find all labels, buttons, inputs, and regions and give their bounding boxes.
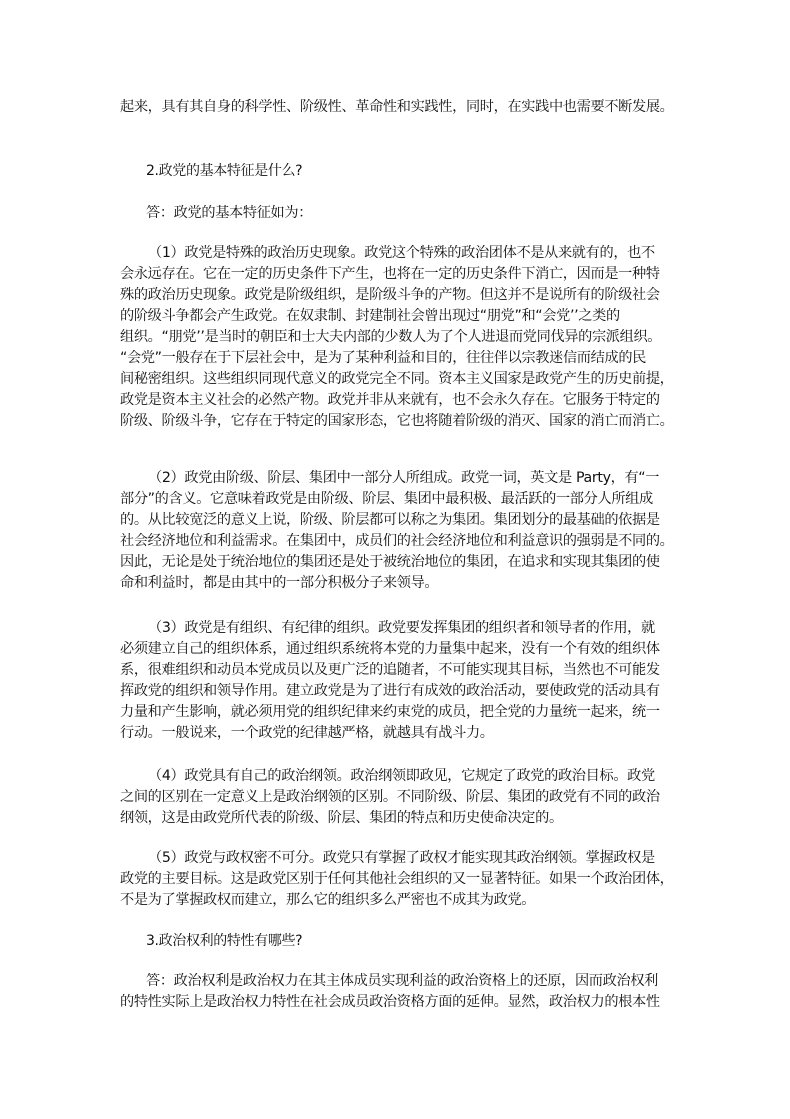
answer-3-line: 的特性实际上是政治权力特性在社会成员政治资格方面的延伸。显然，政治权力的根本性 bbox=[120, 994, 660, 1010]
point-3-line: 行动。一般说来，一个政党的纪律越严格，就越具有战斗力。 bbox=[120, 725, 494, 741]
intro-line: 起来，具有其自身的科学性、阶级性、革命性和实践性，同时，在实践中也需要不断发展。 bbox=[120, 99, 674, 115]
point-1-line: 阶级、阶级斗争，它存在于特定的国家形态，它也将随着阶级的消灭、国家的消亡而消亡。 bbox=[120, 413, 674, 429]
point-2-line: 的。从比较宽泛的意义上说，阶级、阶层都可以称之为集团。集团划分的最基础的依据是 bbox=[120, 512, 660, 528]
point-2-line: （2）政党由阶级、阶层、集团中一部分人所组成。政党一词，英文是 Party，有“一 bbox=[148, 470, 660, 486]
question-2-title: 2.政党的基本特征是什么? bbox=[146, 163, 303, 179]
answer-2-intro: 答：政党的基本特征如为： bbox=[146, 205, 313, 221]
point-3-line: 必须建立自己的组织体系，通过组织系统将本党的力量集中起来，没有一个有效的组织体 bbox=[120, 641, 660, 657]
point-3-line: 系，很难组织和动员本党成员以及更广泛的追随者，不可能实现其目标，当然也不可能发 bbox=[120, 662, 660, 678]
point-4-line: 纲领，这是由政党所代表的阶级、阶层、集团的特点和历史使命决定的。 bbox=[120, 810, 563, 826]
point-5-line: 政党的主要目标。这是政党区别于任何其他社会组织的又一显著特征。如果一个政治团体， bbox=[120, 871, 674, 887]
point-1-line: （1）政党是特殊的政治历史现象。政党这个特殊的政治团体不是从来就有的，也不 bbox=[148, 245, 655, 261]
point-2-line: 因此，无论是处于统治地位的集团还是处于被统治地位的集团，在追求和实现其集团的使 bbox=[120, 554, 660, 570]
point-2-line: 部分”的含义。它意味着政党是由阶级、阶层、集团中最积极、最活跃的一部分人所组成 bbox=[120, 491, 653, 507]
point-3-line: 挥政党的组织和领导作用。建立政党是为了进行有成效的政治活动，要使政党的活动具有 bbox=[120, 683, 660, 699]
point-2-line: 命和利益时，都是由其中的一部分积极分子来领导。 bbox=[120, 575, 439, 591]
point-1-line: 组织。“朋党’’是当时的朝臣和士大夫内部的少数人为了个人进退而党同伐异的宗派组织。 bbox=[120, 329, 662, 345]
point-3-line: 力量和产生影响，就必须用党的组织纪律来约束党的成员，把全党的力量统一起来，统一 bbox=[120, 704, 660, 720]
point-2-line: 社会经济地位和利益需求。在集团中，成员们的社会经济地位和利益意识的强弱是不同的。 bbox=[120, 533, 674, 549]
point-1-line: “会党”一般存在于下层社会中，是为了某种利益和目的，往往伴以宗教迷信而结成的民 bbox=[120, 350, 646, 366]
point-4-line: 之间的区别在一定意义上是政治纲领的区别。不同阶级、阶层、集团的政党有不同的政治 bbox=[120, 789, 660, 805]
point-5-line: 不是为了掌握政权而建立，那么它的组织多么严密也不成其为政党。 bbox=[120, 892, 536, 908]
point-1-line: 政党是资本主义社会的必然产物。政党并非从来就有，也不会永久存在。它服务于特定的 bbox=[120, 392, 660, 408]
point-3-line: （3）政党是有组织、有纪律的组织。政党要发挥集团的组织者和领导者的作用，就 bbox=[148, 620, 655, 636]
answer-3-line: 答：政治权利是政治权力在其主体成员实现利益的政治资格上的还原，因而政治权利 bbox=[146, 973, 658, 989]
point-1-line: 间秘密组织。这些组织同现代意义的政党完全不同。资本主义国家是政党产生的历史前提， bbox=[120, 371, 674, 387]
point-1-line: 殊的政治历史现象。政党是阶级组织，是阶级斗争的产物。但这并不是说所有的阶级社会 bbox=[120, 287, 660, 303]
point-5-line: （5）政党与政权密不可分。政党只有掌握了政权才能实现其政治纲领。掌握政权是 bbox=[148, 850, 655, 866]
point-1-line: 的阶级斗争都会产生政党。在奴隶制、封建制社会曾出现过“朋党”和“会党’’之类的 bbox=[120, 308, 620, 324]
point-1-line: 会永远存在。它在一定的历史条件下产生，也将在一定的历史条件下消亡，因而是一种特 bbox=[120, 266, 660, 282]
point-4-line: （4）政党具有自己的政治纲领。政治纲领即政见，它规定了政党的政治目标。政党 bbox=[148, 768, 655, 784]
question-3-title: 3.政治权利的特性有哪些? bbox=[146, 933, 303, 949]
